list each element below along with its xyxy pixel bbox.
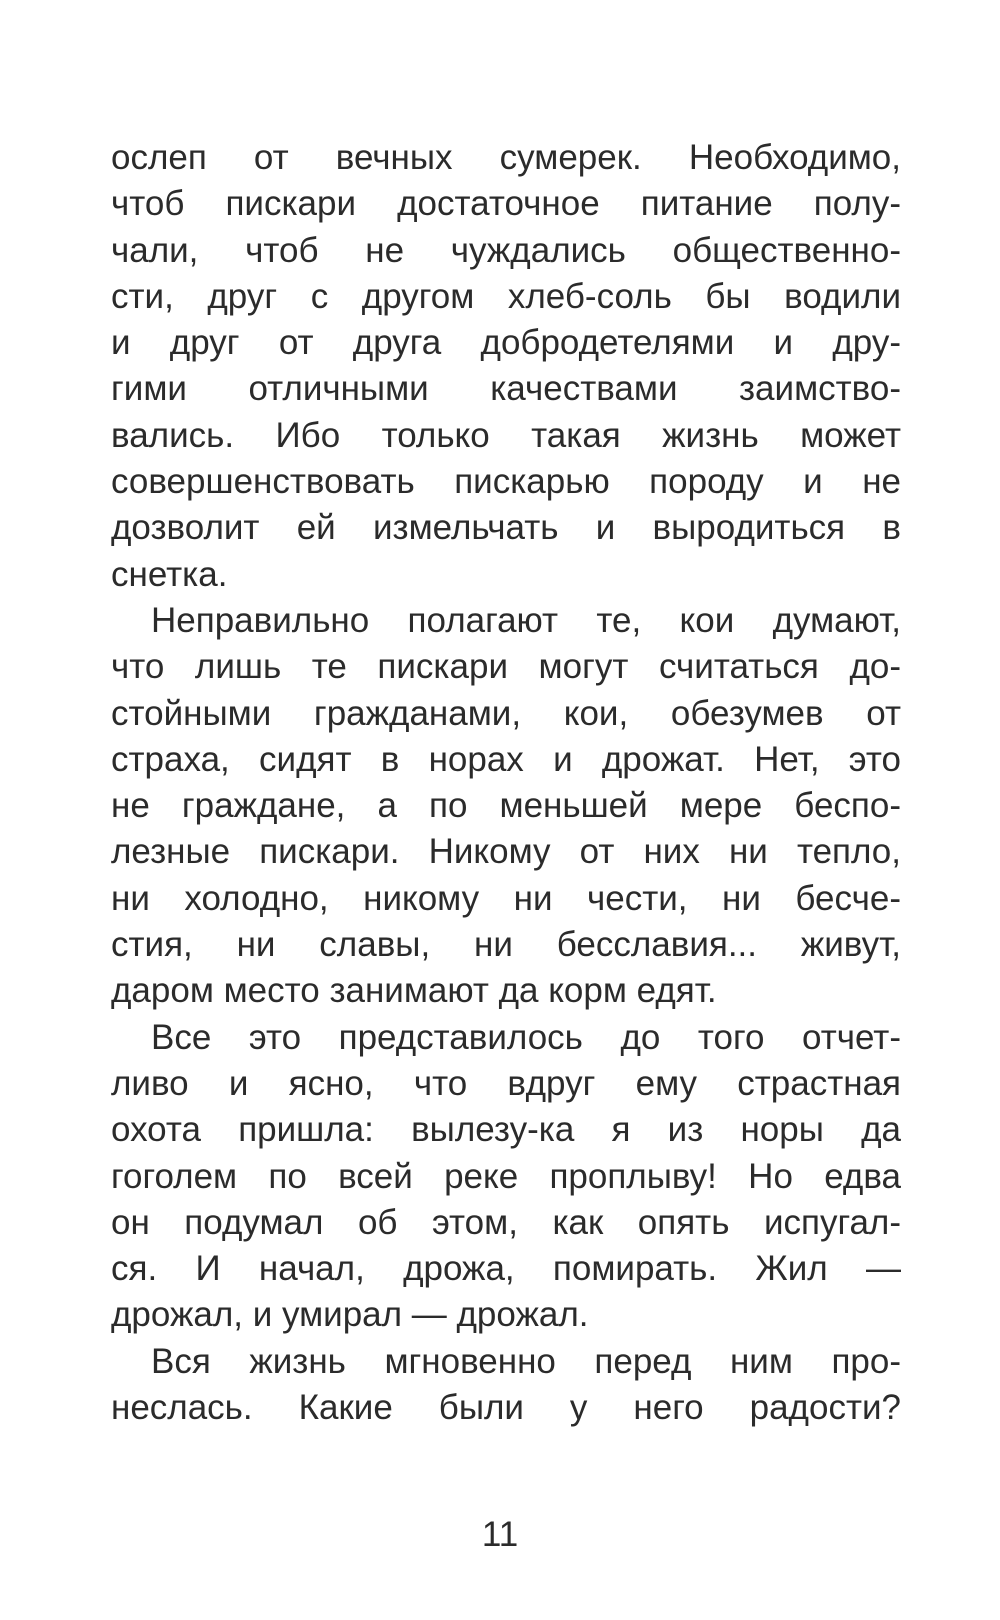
text-line: лезные пискари. Никому от них ни тепло, xyxy=(111,832,901,872)
text-line: что лишь те пискари могут считаться до- xyxy=(111,647,901,687)
text-line: совершенствовать пискарью породу и не xyxy=(111,462,901,502)
text-line: ливо и ясно, что вдруг ему страстная xyxy=(111,1063,901,1103)
text-line: даром место занимают да корм едят. xyxy=(111,971,717,1011)
text-line: дозволит ей измельчать и выродиться в xyxy=(111,508,901,548)
text-line: неслась. Какие были у него радости? xyxy=(111,1388,901,1428)
text-line: и друг от друга добродетелями и дру- xyxy=(111,323,901,363)
text-line: гими отличными качествами заимство- xyxy=(111,369,901,409)
text-line: гоголем по всей реке проплыву! Но едва xyxy=(111,1156,901,1196)
text-line: чтоб пискари достаточное питание полу- xyxy=(111,184,901,224)
text-line: Неправильно полагают те, кои думают, xyxy=(151,600,901,640)
text-line: он подумал об этом, как опять испугал- xyxy=(111,1202,901,1242)
text-line: ослеп от вечных сумерек. Необходимо, xyxy=(111,138,901,177)
text-line: ни холодно, никому ни чести, ни бесче- xyxy=(111,878,901,918)
text-line: Вся жизнь мгновенно перед ним про- xyxy=(151,1341,901,1381)
text-line: дрожал, и умирал — дрожал. xyxy=(111,1295,589,1335)
text-line: стойными гражданами, кои, обезумев от xyxy=(111,693,901,733)
page-number: 11 xyxy=(481,1515,519,1554)
text-line: страха, сидят в норах и дрожат. Нет, это xyxy=(111,739,901,779)
text-line: стия, ни славы, ни бесславия... живут, xyxy=(111,925,901,965)
text-line: охота пришла: вылезу-ка я из норы да xyxy=(111,1110,901,1150)
text-line: сти, друг с другом хлеб-соль бы водили xyxy=(111,276,901,316)
text-line: чали, чтоб не чуждались общественно- xyxy=(111,230,901,270)
body-text xyxy=(111,135,901,1431)
text-line: вались. Ибо только такая жизнь может xyxy=(111,415,901,455)
text-line: Все это представилось до того отчет- xyxy=(151,1017,901,1057)
text-line: ся. И начал, дрожа, помирать. Жил — xyxy=(111,1249,901,1289)
text-line: снетка. xyxy=(111,554,228,594)
text-line: не граждане, а по меньшей мере беспо- xyxy=(111,786,901,826)
